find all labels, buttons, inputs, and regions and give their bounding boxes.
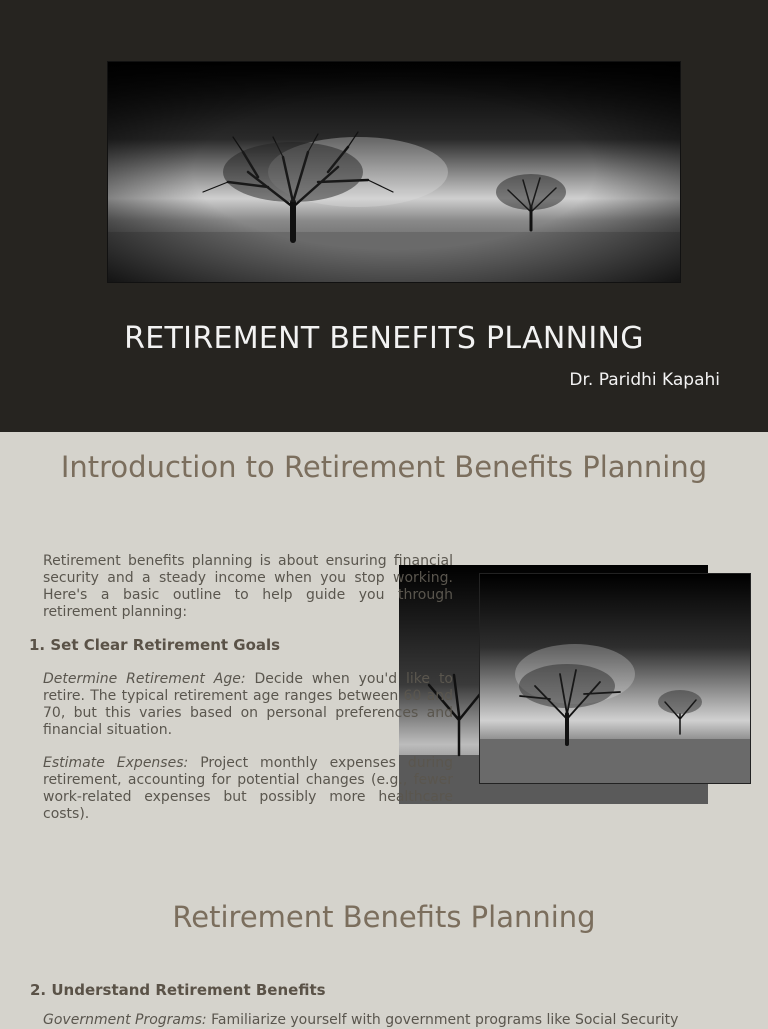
hero-tree-image (107, 61, 681, 283)
section-heading-benefits: 2. Understand Retirement Benefits (30, 981, 326, 999)
government-programs-label: Government Programs: (43, 1012, 207, 1028)
retirement-age-label: Determine Retirement Age: (43, 671, 246, 687)
author-name: Dr. Paridhi Kapahi (569, 370, 720, 390)
retirement-age-text: Decide when you'd like to retire. The typical retirement age ranges between 60 and 70, but this varies based on personal preferences and financial situation. (43, 671, 453, 738)
intro-heading: Introduction to Retirement Benefits Planning (60, 450, 708, 484)
section-heading-goals: 1. Set Clear Retirement Goals (29, 636, 281, 654)
retirement-age-item (43, 671, 453, 739)
estimate-expenses-label: Estimate Expenses: (43, 755, 189, 771)
estimate-expenses-item (43, 755, 453, 823)
title-slide (0, 0, 768, 432)
government-programs-item (43, 1012, 743, 1029)
intro-paragraph: Retirement benefits planning is about ensuring financial security and a steady income when you stop working. Here's a basic outline to help guide you through retirement planning: (43, 553, 453, 620)
tree-image-front (479, 573, 751, 784)
estimate-expenses-text: Project monthly expenses during retirement, accounting for potential changes (e.g., fewer work-related expenses but possibly more healthcare costs). (43, 755, 453, 822)
government-programs-text: Familiarize yourself with government programs like Social Security (206, 1012, 679, 1028)
slide3-heading: Retirement Benefits Planning (172, 900, 596, 934)
slide-title: RETIREMENT BENEFITS PLANNING (124, 321, 644, 356)
